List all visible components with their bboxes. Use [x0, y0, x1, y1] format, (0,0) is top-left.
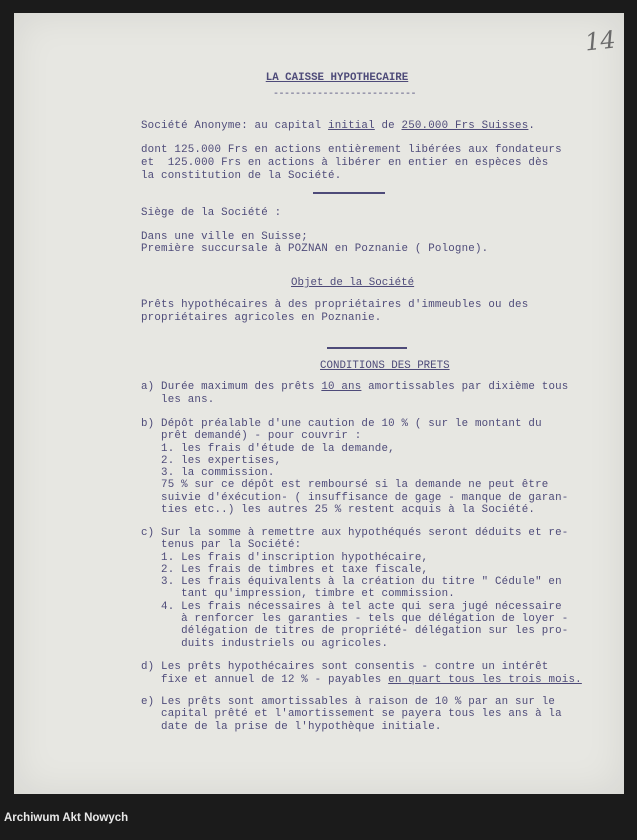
seat-line-2: Première succursale à POZNAN en Poznanie ( Pologne). — [141, 243, 489, 255]
objet-heading: Objet de la Société — [291, 277, 415, 289]
separator — [313, 192, 385, 194]
condition-b: b) Dépôt préalable d'une caution de 10 % ( sur le montant du prêt demandé) - pour couvrir : 1. les frais d'étude de la demande, 2. les expertises, 3. la commission. 75 % sur ce dépôt est remboursé si la demande ne peut être suivie d'éxécution- ( insuffisance de gage - manque de garan- ties etc..) les autres 25 % restent acquis à la Société. — [141, 418, 569, 517]
condition-d-line-1: d) Les prêts hypothécaires sont consentis - contre un intérêt — [141, 661, 549, 673]
seat-line-1: Dans une ville en Suisse; — [141, 231, 308, 243]
condition-c: c) Sur la somme à remettre aux hypothéqués seront déduits et re- tenus par la Société: 1. Les frais d'inscription hypothécaire, 2. Les frais de timbres et taxe fiscale, 3. Les frais équivalents à la création du titre " Cédule" en tant qu'impression, timbre et commission. 4. Les frais nécessaires à tel acte qui sera jugé nécessaire à renforcer les garanties - tels que délégation de loyer - délégation de titres de propriété- délégation sur les pro- duits industriels ou agricoles. — [141, 527, 569, 650]
archive-label: Archiwum Akt Nowych — [4, 812, 129, 824]
separator — [327, 347, 407, 349]
condition-a-line-2: les ans. — [141, 394, 215, 406]
conditions-heading: CONDITIONS DES PRETS — [320, 360, 450, 372]
condition-d-line-2: fixe et annuel de 12 % - payables en quart tous les trois mois. — [141, 674, 582, 686]
shares-line-2: et 125.000 Frs en actions à libérer en entier en espèces dès — [141, 157, 549, 169]
objet-line-1: Prêts hypothécaires à des propriétaires d'immeubles ou des — [141, 299, 529, 311]
shares-line-3: la constitution de la Société. — [141, 170, 342, 182]
condition-a-line-1: a) Durée maximum des prêts 10 ans amortissables par dixième tous — [141, 381, 569, 393]
objet-line-2: propriétaires agricoles en Poznanie. — [141, 312, 382, 324]
page-number: 14 — [584, 25, 618, 57]
shares-line-1: dont 125.000 Frs en actions entièrement libérées aux fondateurs — [141, 144, 562, 156]
footer-bar — [0, 794, 637, 840]
capital-line: Société Anonyme: au capital initial de 250.000 Frs Suisses. — [141, 120, 536, 132]
condition-e: e) Les prêts sont amortissables à raison de 10 % par an sur le capital prêté et l'amortissement se payera tous les ans à la date de la prise de l'hypothèque initiale. — [141, 696, 562, 733]
title-underline: -------------------------- — [273, 89, 417, 100]
document-title: LA CAISSE HYPOTHECAIRE — [265, 72, 409, 84]
seat-label: Siège de la Société : — [141, 207, 282, 219]
